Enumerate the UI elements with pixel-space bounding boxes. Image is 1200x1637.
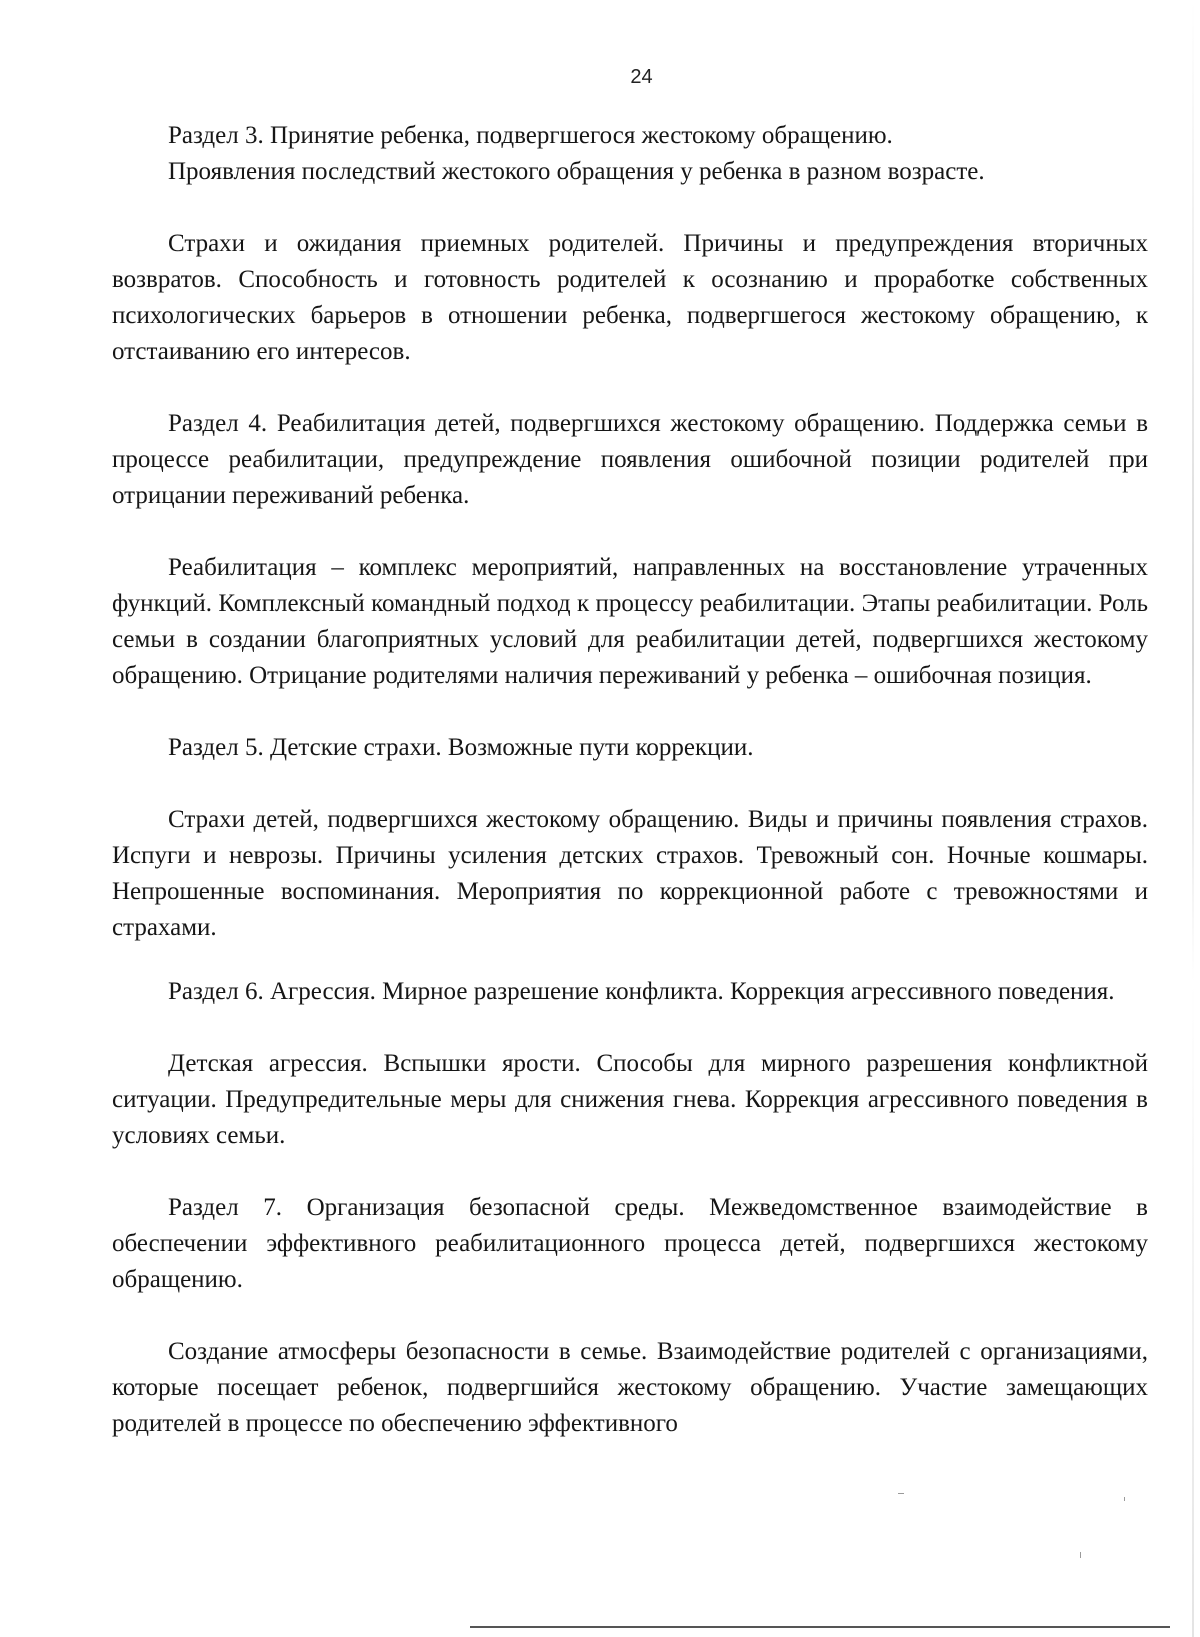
paragraph-rehabilitation: Реабилитация – комплекс мероприятий, направленных на восстановление утраченных функций. Комплексный командный подход к процессу реабилитации. Этапы реабилитации. Роль семьи в создании благоприятных условий для реабилитации детей, подвергшихся жестокому обращению. Отрицание родителями наличия переживаний у ребенка – ошибочная позиция. <box>112 554 1148 689</box>
paragraph-aggression: Детская агрессия. Вспышки ярости. Способы для мирного разрешения конфликтной ситуации. Предупредительные меры для снижения гнева. Коррекция агрессивного поведения в условиях семьи. <box>112 1050 1148 1149</box>
scan-edge-mark <box>1192 0 1194 1637</box>
scan-speck <box>898 1493 904 1494</box>
paragraph-child-fears: Страхи детей, подвергшихся жестокому обращению. Виды и причины появления страхов. Испуги и неврозы. Причины усиления детских страхов. Тревожный сон. Ночные кошмары. Непрошенные воспоминания. Мероприятия по коррекционной работе с тревожностями и страхами. <box>112 806 1148 941</box>
document-body <box>112 118 1148 1442</box>
scan-speck <box>1124 1497 1125 1501</box>
section-4-title: Раздел 4. Реабилитация детей, подвергшихся жестокому обращению. Поддержка семьи в процессе реабилитации, предупреждение появления ошибочной позиции родителей при отрицании переживаний ребенка. <box>112 410 1148 509</box>
section-3-title: Раздел 3. Принятие ребенка, подвергшегося жестокому обращению. <box>168 122 893 149</box>
scan-bottom-edge <box>470 1626 1170 1628</box>
section-7-title: Раздел 7. Организация безопасной среды. Межведомственное взаимодействие в обеспечении эффективного реабилитационного процесса детей, подвергшихся жестокому обращению. <box>112 1194 1148 1293</box>
page-number: 24 <box>630 66 653 88</box>
paragraph-foster-fears: Страхи и ожидания приемных родителей. Причины и предупреждения вторичных возвратов. Способность и готовность родителей к осознанию и проработке собственных психологических барьеров в отношении ребенка, подвергшегося жестокому обращению, к отстаиванию его интересов. <box>112 230 1148 365</box>
paragraph-safe-environment: Создание атмосферы безопасности в семье. Взаимодействие родителей с организациями, которые посещает ребенок, подвергшийся жестокому обращению. Участие замещающих родителей в процессе по обеспечению эффективного <box>112 1338 1148 1437</box>
section-3-subtitle: Проявления последствий жестокого обращения у ребенка в разном возрасте. <box>168 158 985 185</box>
section-5-title: Раздел 5. Детские страхи. Возможные пути коррекции. <box>168 734 754 761</box>
scan-speck <box>1080 1552 1081 1558</box>
section-6-title: Раздел 6. Агрессия. Мирное разрешение конфликта. Коррекция агрессивного поведения. <box>168 978 1115 1005</box>
